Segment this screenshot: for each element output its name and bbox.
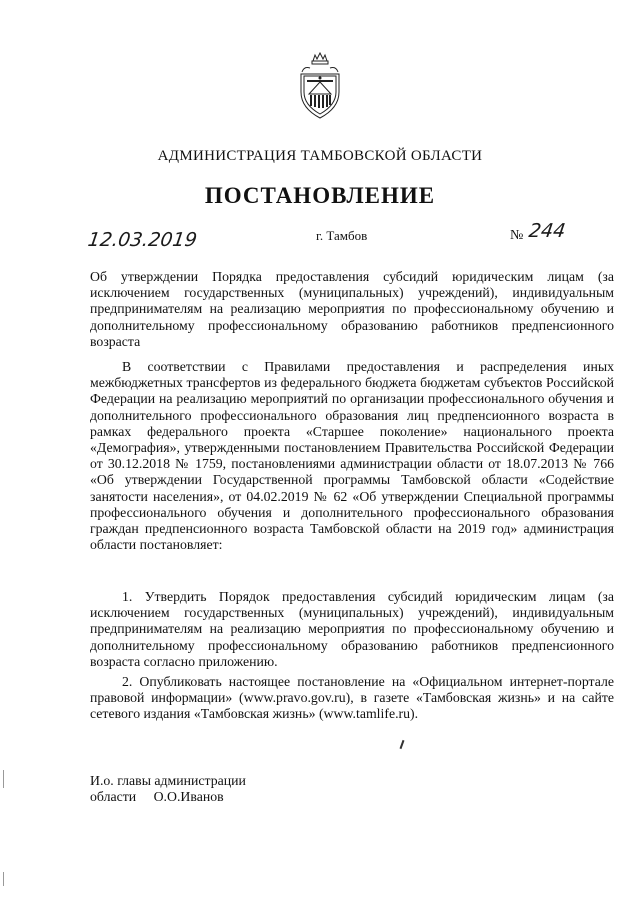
document-subject: Об утверждении Порядка предоставления субсидий юридическим лицам (за исключением государственных (муниципальных) учреждений), индивидуальным предпринимателям на реализацию мероприятия по профессиональному обучению и дополнительному профессиональному образованию работников предпенсионного возраста xyxy=(90,269,614,349)
scan-edge-mark xyxy=(3,872,4,886)
organization-title: АДМИНИСТРАЦИЯ ТАМБОВСКОЙ ОБЛАСТИ xyxy=(157,148,483,164)
document-number-label: № xyxy=(510,228,524,243)
document-city: г. Тамбов xyxy=(316,228,368,243)
document-type-title: ПОСТАНОВЛЕНИЕ xyxy=(204,183,436,208)
pen-mark xyxy=(400,740,405,749)
signatory-name: О.О.Иванов xyxy=(153,789,224,805)
signature-block xyxy=(90,773,350,805)
document-date: 12.03.2019 xyxy=(86,229,199,251)
item-1-paragraph: 1. Утвердить Порядок предоставления субсидий юридическим лицам (за исключением государственных (муниципальных) учреждений), индивидуальным предпринимателям на реализацию мероприятия по профессиональному обучению и дополнительному профессиональному образованию работников предпенсионного возраста согласно приложению. xyxy=(90,589,614,669)
signatory-position-line-1: И.о. главы администрации xyxy=(90,773,246,788)
scan-edge-mark xyxy=(3,770,4,788)
item-2-paragraph: 2. Опубликовать настоящее постановление на «Официальном интернет-портале правовой информации» (www.pravo.gov.ru), в газете «Тамбовская жизнь» и на сайте сетевого издания «Тамбовская жизнь» (www.tamlife.ru). xyxy=(90,674,614,722)
document-number: 244 xyxy=(527,220,567,242)
coat-of-arms-emblem xyxy=(298,52,342,122)
preamble-paragraph: В соответствии с Правилами предоставления и распределения иных межбюджетных трансфертов из федерального бюджета бюджетам субъектов Российской Федерации на реализацию мероприятий по организации профессионального обучения и дополнительного профессионального образования лиц предпенсионного возраста в рамках федерального проекта «Старшее поколение» национального проекта «Демография», утвержденными постановлением Правительства Российской Федерации от 30.12.2018 № 1759, постановлениями администрации области от 18.07.2013 № 766 «Об утверждении Государственной программы Тамбовской области «Содействие занятости населения», от 04.02.2019 № 62 «Об утверждении Специальной программы профессионального обучения и дополнительного профессионального образования граждан предпенсионного возраста Тамбовской области на 2019 год» администрация области постановляет: xyxy=(90,359,614,553)
signatory-position-region: области xyxy=(90,789,137,805)
signatory-position-line-2 xyxy=(90,789,350,805)
